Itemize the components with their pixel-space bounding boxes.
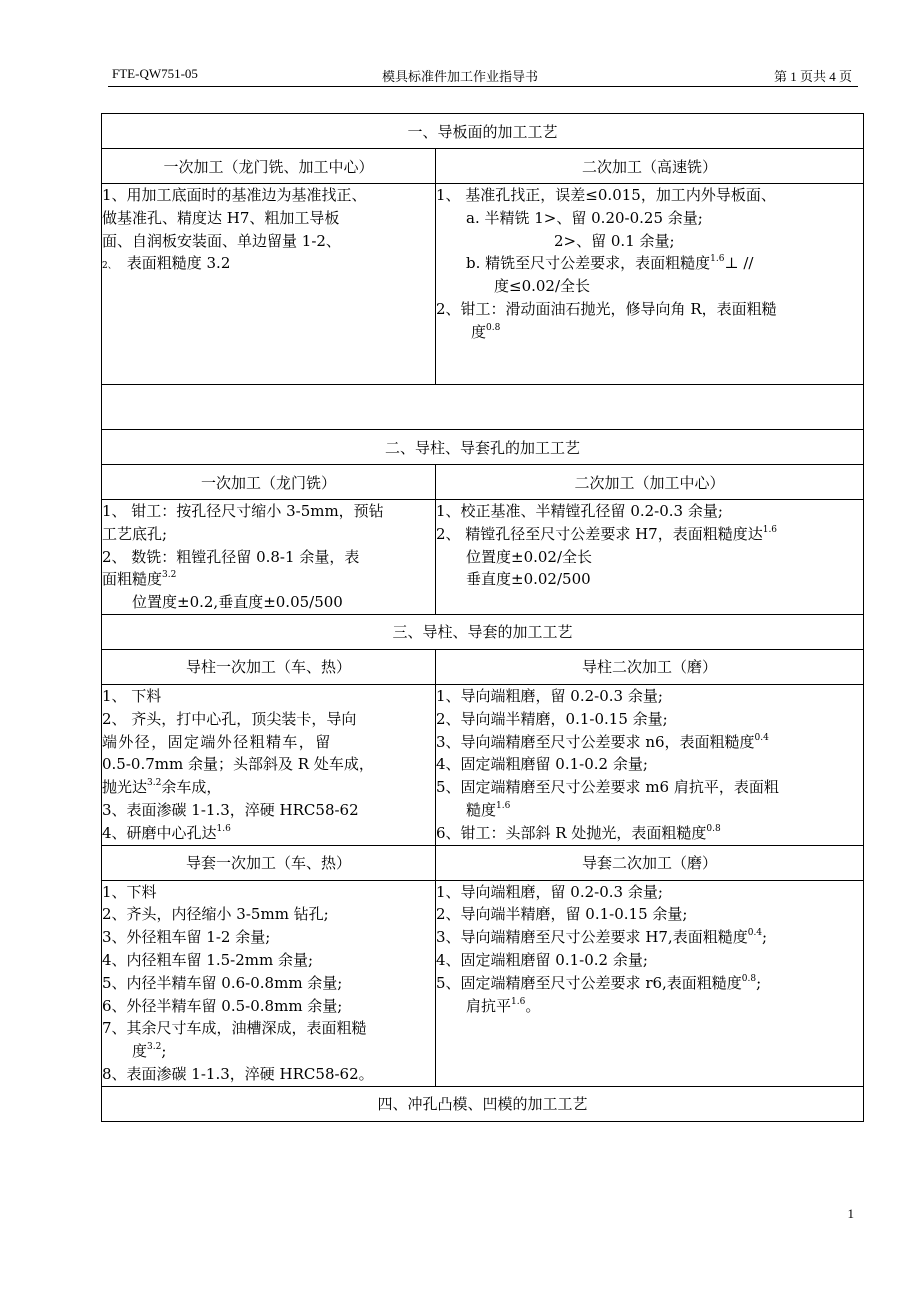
- blank-cell: [102, 385, 864, 430]
- s2-left-line-3: 2、 数铣：粗镗孔径留 0.8-1 余量，表: [102, 547, 360, 566]
- s1-right-line-1: 1、 基准孔找正，误差≤0.015，加工内外导板面、: [436, 186, 776, 204]
- sleeve-left-line-2: 2、齐头，内径缩小 3-5mm 钻孔;: [102, 905, 329, 924]
- section-2-header-row: [102, 430, 864, 465]
- s2-left-line-2: 工艺底孔;: [102, 524, 168, 543]
- s2-right-line-2: 2、 精镗孔径至尺寸公差要求 H7，表面粗糙度达$^{1.6}$: [436, 524, 778, 543]
- section-3-title: 三、导柱、导套的加工工艺: [102, 614, 864, 649]
- pillar-left-line-2: 2、 齐头，打中心孔，顶尖装卡，导向: [102, 709, 357, 728]
- s2-right-cell: [436, 500, 864, 615]
- pillar-right-line-6: 糙度$^{1.6}$: [466, 800, 511, 819]
- sleeve-left-line-9: 8、表面渗碳 1-1.3，淬硬 HRC58-62。: [102, 1064, 374, 1083]
- s1-left-line-1: 1、用加工底面时的基准边为基准找正、: [102, 186, 367, 204]
- process-table: [101, 113, 864, 1122]
- sleeve-left-line-6: 6、外径半精车留 0.5-0.8mm 余量;: [102, 996, 343, 1015]
- section-1-title: 一、导板面的加工工艺: [102, 114, 864, 149]
- sleeve-left-line-4: 4、内径粗车留 1.5-2mm 余量;: [102, 950, 314, 969]
- pillar-right-line-4: 4、固定端粗磨留 0.1-0.2 余量;: [436, 755, 648, 774]
- pillar-col2-title: 导柱二次加工（磨）: [436, 649, 864, 684]
- sleeve-right-line-3: 3、导向端精磨至尺寸公差要求 H7,表面粗糙度$^{0.4}$;: [436, 928, 768, 947]
- s1-right-line-5: 度≤0.02/全长: [494, 277, 591, 296]
- sleeve-left-line-5: 5、内径半精车留 0.6-0.8mm 余量;: [102, 973, 343, 992]
- s1-right-line-6: 2、钳工：滑动面油石抛光，修导向角 R，表面粗糙: [436, 299, 777, 318]
- pillar-left-line-4: 0.5-0.7mm 余量；头部斜及 R 处车成，: [102, 755, 374, 774]
- sleeve-col2-title: 导套二次加工（磨）: [436, 845, 864, 880]
- sleeve-right-line-1: 1、导向端粗磨，留 0.2-0.3 余量;: [436, 882, 663, 901]
- pillar-right-line-3: 3、导向端精磨至尺寸公差要求 n6，表面粗糙度$^{0.4}$: [436, 732, 769, 751]
- page-number: 1: [847, 1206, 854, 1221]
- s1-left-line-2: 做基准孔、精度达 H7、粗加工导板: [102, 208, 340, 227]
- s1-left-line-4: 2、 表面粗糙度 3.2: [102, 254, 231, 273]
- s2-col2-title: 二次加工（加工中心）: [436, 465, 864, 500]
- sleeve-left-cell: [102, 880, 436, 1086]
- section-4-header-row: [102, 1086, 864, 1121]
- s1-right-line-4: b. 精铣至尺寸公差要求，表面粗糙度$^{1.6}$⊥ //: [466, 254, 754, 273]
- pillar-subheader-row: [102, 649, 864, 684]
- s1-left-line-3: 面、自润板安装面、单边留量 1-2、: [102, 231, 341, 250]
- sleeve-right-line-2: 2、导向端半精磨，留 0.1-0.15 余量;: [436, 905, 688, 924]
- s1-left-mark: 2、: [102, 261, 117, 272]
- s1-col2-title: 二次加工（高速铣）: [436, 149, 864, 184]
- s2-col1-title: 一次加工（龙门铣）: [102, 465, 436, 500]
- pillar-left-line-7: 4、研磨中心孔达$^{1.6}$: [102, 823, 231, 842]
- pillar-left-line-6: 3、表面渗碳 1-1.3，淬硬 HRC58-62: [102, 800, 359, 819]
- header-rule: [108, 86, 858, 87]
- s1-right-cell: [436, 184, 864, 385]
- sleeve-subheader-row: [102, 845, 864, 880]
- pillar-right-line-2: 2、导向端半精磨，0.1-0.15 余量;: [436, 709, 668, 728]
- s1-right-line-3: 2>、留 0.1 余量;: [554, 231, 675, 250]
- section-1-header-row: [102, 114, 864, 149]
- s1-right-line-2: a. 半精铣 1>、留 0.20-0.25 余量;: [466, 208, 703, 227]
- sleeve-right-cell: [436, 880, 864, 1086]
- pillar-col1-title: 导柱一次加工（车、热）: [102, 649, 436, 684]
- sleeve-right-line-4: 4、固定端粗磨留 0.1-0.2 余量;: [436, 950, 648, 969]
- page-info: 第 1 页共 4 页: [773, 69, 852, 84]
- pillar-right-line-5: 5、固定端精磨至尺寸公差要求 m6 肩抗平，表面粗: [436, 778, 779, 797]
- pillar-right-line-1: 1、导向端粗磨，留 0.2-0.3 余量;: [436, 686, 663, 705]
- pillar-left-line-3: 端外径，固定端外径粗精车，留: [102, 732, 332, 751]
- sleeve-left-line-3: 3、外径粗车留 1-2 余量;: [102, 928, 271, 947]
- spacer-row: [102, 385, 864, 430]
- doc-code: FTE-QW751-05: [112, 66, 198, 81]
- pillar-body-row: [102, 684, 864, 845]
- pillar-left-line-5: 抛光达$^{3.2}$余车成，: [102, 778, 222, 797]
- section-1-subheader-row: [102, 149, 864, 184]
- s2-left-line-4: 面粗糙度$^{3.2}$: [102, 570, 177, 589]
- s2-left-line-5: 位置度±0.2,垂直度±0.05/500: [132, 593, 343, 612]
- doc-title: 模具标准件加工作业指导书: [381, 69, 538, 84]
- s1-right-line-7: 度$^{0.8}$: [471, 322, 501, 341]
- sleeve-right-line-5: 5、固定端精磨至尺寸公差要求 r6,表面粗糙度$^{0.8}$;: [436, 973, 762, 992]
- section-1-body-row: [102, 184, 864, 385]
- s1-left-cell: [102, 184, 436, 385]
- section-3-header-row: [102, 614, 864, 649]
- sleeve-col1-title: 导套一次加工（车、热）: [102, 845, 436, 880]
- s2-left-line-1: 1、 钳工：按孔径尺寸缩小 3-5mm，预钻: [102, 502, 384, 520]
- pillar-right-cell: [436, 684, 864, 845]
- sleeve-left-line-8: 度$^{3.2}$;: [132, 1042, 167, 1061]
- section-2-subheader-row: [102, 465, 864, 500]
- s2-right-line-3: 位置度±0.02/全长: [466, 547, 593, 566]
- sleeve-right-line-6: 肩抗平$^{1.6}$。: [466, 996, 541, 1015]
- s2-right-line-4: 垂直度±0.02/500: [466, 570, 591, 589]
- section-2-title: 二、导柱、导套孔的加工工艺: [102, 430, 864, 465]
- pillar-right-line-7: 6、钳工：头部斜 R 处抛光，表面粗糙度$^{0.8}$: [436, 823, 721, 842]
- section-4-title: 四、冲孔凸模、凹模的加工工艺: [102, 1086, 864, 1121]
- sleeve-left-line-7: 7、其余尺寸车成，油槽深成，表面粗糙: [102, 1019, 367, 1038]
- sleeve-left-line-1: 1、下料: [102, 882, 157, 901]
- section-2-body-row: [102, 500, 864, 615]
- pillar-left-line-1: 1、 下料: [102, 686, 162, 705]
- pillar-left-cell: [102, 684, 436, 845]
- s2-right-line-1: 1、校正基准、半精镗孔径留 0.2-0.3 余量;: [436, 502, 723, 520]
- s2-left-cell: [102, 500, 436, 615]
- s1-col1-title: 一次加工（龙门铣、加工中心）: [102, 149, 436, 184]
- sleeve-body-row: [102, 880, 864, 1086]
